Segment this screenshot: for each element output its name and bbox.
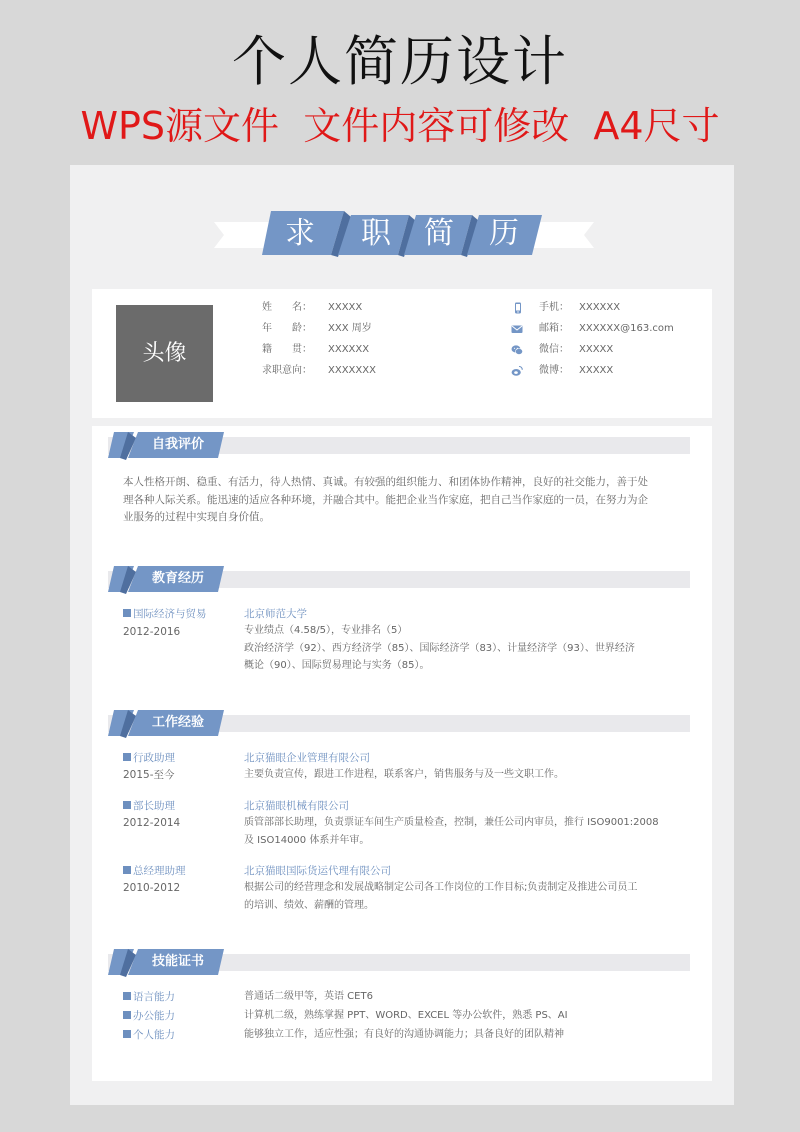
text-line: 质管部部长助理，负责票证车间生产质量检查，控制，兼任公司内审员，推行 ISO9001:2008 bbox=[244, 817, 659, 828]
contact-email bbox=[539, 322, 674, 336]
skill-name: 个人能力 bbox=[123, 1028, 175, 1042]
text-line: 主要负责宣传，跟进工作进程，联系客户，销售服务与及一些文职工作。 bbox=[244, 769, 564, 780]
work-period: 2012-2014 bbox=[123, 817, 181, 829]
text-line: 专业绩点（4.58/5），专业排名（5） bbox=[244, 625, 408, 636]
work-role: 部长助理 bbox=[123, 799, 175, 813]
bullet-square-icon bbox=[123, 609, 131, 617]
text-line: 及 ISO14000 体系并年审。 bbox=[244, 834, 370, 846]
contact-phone bbox=[539, 301, 620, 315]
work-company: 北京猫眼机械有限公司 bbox=[244, 800, 349, 812]
bullet-square-icon bbox=[123, 1030, 131, 1038]
info-label: 微博： bbox=[539, 365, 569, 376]
page-subtitle: WPS源文件 文件内容可修改 A4尺寸 bbox=[80, 104, 720, 148]
info-value: XXXXXX bbox=[328, 344, 370, 355]
page-title: 个人简历设计 bbox=[232, 30, 568, 93]
banner-char: 简 bbox=[424, 216, 454, 251]
skill-desc: 能够独立工作，适应性强；有良好的沟通协调能力；具备良好的团队精神 bbox=[244, 1029, 564, 1040]
section-header-education bbox=[108, 564, 690, 594]
bullet-square-icon bbox=[123, 753, 131, 761]
info-value: XXXXX bbox=[579, 344, 614, 355]
wechat-icon bbox=[511, 344, 523, 356]
skill-name: 办公能力 bbox=[123, 1009, 175, 1023]
info-value: XXXXXX@163.com bbox=[579, 323, 674, 334]
info-label: 姓 名： bbox=[262, 302, 312, 313]
self-eval-text bbox=[123, 474, 688, 527]
contact-weibo bbox=[539, 364, 613, 378]
banner-char: 职 bbox=[361, 216, 391, 251]
work-role: 总经理助理 bbox=[123, 864, 186, 878]
work-role: 行政助理 bbox=[123, 751, 175, 765]
avatar: 头像 bbox=[116, 305, 213, 402]
info-label: 微信： bbox=[539, 344, 569, 355]
weibo-icon bbox=[511, 365, 523, 377]
bullet-square-icon bbox=[123, 992, 131, 1000]
bullet-square-icon bbox=[123, 1011, 131, 1019]
text-line: 业服务的过程中实现自身价值。 bbox=[123, 511, 270, 523]
info-hometown bbox=[262, 343, 369, 357]
education-school: 北京师范大学 bbox=[244, 608, 307, 620]
info-age bbox=[262, 322, 372, 336]
info-value: XXXXX bbox=[328, 302, 363, 313]
phone-icon bbox=[512, 302, 524, 314]
info-name bbox=[262, 301, 362, 315]
mail-icon bbox=[511, 323, 523, 335]
resume-banner bbox=[214, 208, 594, 260]
banner-char: 求 bbox=[285, 216, 315, 251]
bullet-square-icon bbox=[123, 801, 131, 809]
education-period: 2012-2016 bbox=[123, 626, 181, 638]
work-period: 2010-2012 bbox=[123, 882, 181, 894]
work-details bbox=[244, 766, 690, 784]
work-details bbox=[244, 879, 690, 914]
skill-desc: 普通话二级甲等，英语 CET6 bbox=[244, 991, 373, 1002]
info-label: 籍 贯： bbox=[262, 344, 312, 355]
education-details bbox=[244, 622, 690, 675]
work-details bbox=[244, 814, 690, 849]
info-value: XXX 周岁 bbox=[328, 323, 372, 334]
section-header-work bbox=[108, 708, 690, 738]
info-label: 邮箱： bbox=[539, 323, 569, 334]
info-value: XXXXX bbox=[579, 365, 614, 376]
text-line: 政治经济学（92）、西方经济学（85）、国际经济学（83）、计量经济学（93）、世界经济 bbox=[244, 642, 635, 654]
education-major: 国际经济与贸易 bbox=[123, 607, 207, 621]
section-title: 教育经历 bbox=[152, 571, 205, 586]
text-line: 概论（90）、国际贸易理论与实务（85）。 bbox=[244, 660, 430, 671]
section-title: 自我评价 bbox=[152, 437, 205, 452]
section-title: 技能证书 bbox=[152, 954, 205, 969]
info-label: 手机： bbox=[539, 302, 569, 313]
text-line: 根据公司的经营理念和发展战略制定公司各工作岗位的工作目标;负责制定及推进公司员工 bbox=[244, 882, 638, 893]
info-value: XXXXXXX bbox=[328, 365, 376, 376]
section-header-skills bbox=[108, 947, 690, 977]
text-line: 理各种人际关系。能迅速的适应各种环境，并融合其中。能把企业当作家庭，把自己当作家庭的一员，在努力为企 bbox=[123, 493, 648, 506]
info-label: 求职意向： bbox=[262, 365, 312, 376]
section-header-self-eval bbox=[108, 430, 690, 460]
skill-name: 语言能力 bbox=[123, 990, 175, 1004]
work-company: 北京猫眼国际货运代理有限公司 bbox=[244, 865, 391, 877]
info-label: 年 龄： bbox=[262, 323, 312, 334]
contact-wechat bbox=[539, 343, 613, 357]
work-company: 北京猫眼企业管理有限公司 bbox=[244, 752, 370, 764]
text-line: 本人性格开朗、稳重、有活力，待人热情、真诚。有较强的组织能力、和团体协作精神，良好的社交能力，善于处 bbox=[123, 476, 648, 488]
bullet-square-icon bbox=[123, 866, 131, 874]
info-job-intent bbox=[262, 364, 376, 378]
banner-char: 历 bbox=[489, 216, 519, 251]
info-value: XXXXXX bbox=[579, 302, 621, 313]
skill-desc: 计算机二级，熟练掌握 PPT、WORD、EXCEL 等办公软件，熟悉 PS、AI bbox=[244, 1010, 568, 1021]
banner-ribbon-graphic bbox=[214, 208, 594, 260]
text-line: 的培训、绩效、薪酬的管理。 bbox=[244, 899, 374, 911]
work-period: 2015-至今 bbox=[123, 769, 175, 781]
section-title: 工作经验 bbox=[152, 715, 205, 730]
